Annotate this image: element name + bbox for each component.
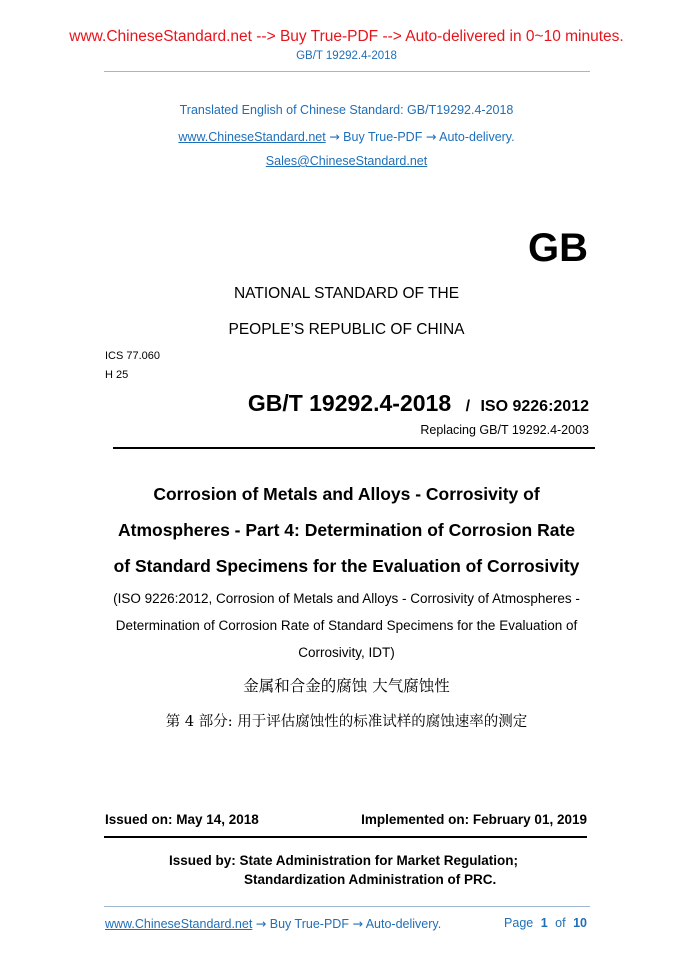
- footer-links[interactable]: [105, 916, 441, 931]
- implemented-date: Implemented on: February 01, 2019: [361, 812, 587, 827]
- footer-site-link[interactable]: www.ChineseStandard.net: [105, 917, 253, 931]
- separator: /: [465, 398, 471, 415]
- footer-delivery-text: Auto-delivery.: [365, 917, 442, 931]
- gbt-number: GB/T 19292.4-2018: [247, 390, 452, 416]
- footer-buy-link[interactable]: Buy True-PDF: [269, 917, 349, 931]
- chinese-title-line2: 第 4 部分: 用于评估腐蚀性的标准试样的腐蚀速率的测定: [165, 714, 528, 730]
- arrow-right-icon: →: [352, 916, 363, 931]
- sales-email[interactable]: Sales@ChineseStandard.net: [265, 154, 428, 168]
- title-line2: Atmospheres - Part 4: Determination of Corrosion Rate: [117, 520, 576, 540]
- standard-number: [248, 390, 589, 417]
- issued-date: Issued on: May 14, 2018: [105, 812, 259, 827]
- subtitle-line3: Corrosivity, IDT): [298, 645, 395, 660]
- subtitle-line2: Determination of Corrosion Rate of Standard Specimens for the Evaluation of: [115, 618, 578, 633]
- site-link[interactable]: www.ChineseStandard.net: [178, 130, 326, 144]
- title-line1: Corrosion of Metals and Alloys - Corrosivity of: [153, 484, 540, 504]
- chinese-title-line1: 金属和合金的腐蚀 大气腐蚀性: [243, 677, 450, 695]
- arrow-right-icon: →: [329, 129, 340, 144]
- title-line3: of Standard Specimens for the Evaluation of Corrosivity: [113, 556, 580, 576]
- auto-delivery-text: Auto-delivery.: [439, 130, 515, 144]
- page-label: Page: [504, 916, 534, 930]
- translation-note: Translated English of Chinese Standard: GB/T19292.4-2018: [179, 103, 514, 117]
- issued-by-line2: Standardization Administration of PRC.: [244, 872, 497, 887]
- national-standard-line1: NATIONAL STANDARD OF THE: [233, 285, 460, 302]
- national-standard-line2: PEOPLE’S REPUBLIC OF CHINA: [228, 321, 465, 338]
- of-label: of: [555, 916, 566, 930]
- dates-divider: [104, 836, 587, 838]
- subtitle-line1: (ISO 9226:2012, Corrosion of Metals and Alloys - Corrosivity of Atmospheres -: [113, 591, 580, 606]
- page-number: 1: [540, 916, 548, 930]
- footer-divider: [104, 906, 590, 907]
- ics-code: ICS 77.060: [105, 350, 161, 362]
- replacing-note: Replacing GB/T 19292.4-2003: [420, 423, 589, 437]
- translation-link-line[interactable]: [0, 129, 693, 144]
- page-indicator: [504, 916, 587, 930]
- header-doc-code: GB/T 19292.4-2018: [296, 50, 397, 62]
- page-total: 10: [573, 916, 587, 930]
- title-divider: [113, 447, 595, 449]
- header-divider: [104, 71, 590, 72]
- ccs-code: H 25: [105, 369, 129, 381]
- arrow-right-icon: →: [255, 916, 267, 931]
- sales-email-link[interactable]: [0, 154, 693, 168]
- gb-mark: GB: [528, 226, 588, 270]
- arrow-right-icon: →: [425, 129, 437, 144]
- top-banner-link[interactable]: www.ChineseStandard.net --> Buy True-PDF --> Auto-delivered in 0~10 minutes.: [69, 28, 624, 45]
- iso-number: ISO 9226:2012: [480, 398, 589, 415]
- issued-by-line1: Issued by: State Administration for Market Regulation;: [169, 853, 519, 868]
- buy-pdf-link[interactable]: Buy True-PDF: [343, 130, 423, 144]
